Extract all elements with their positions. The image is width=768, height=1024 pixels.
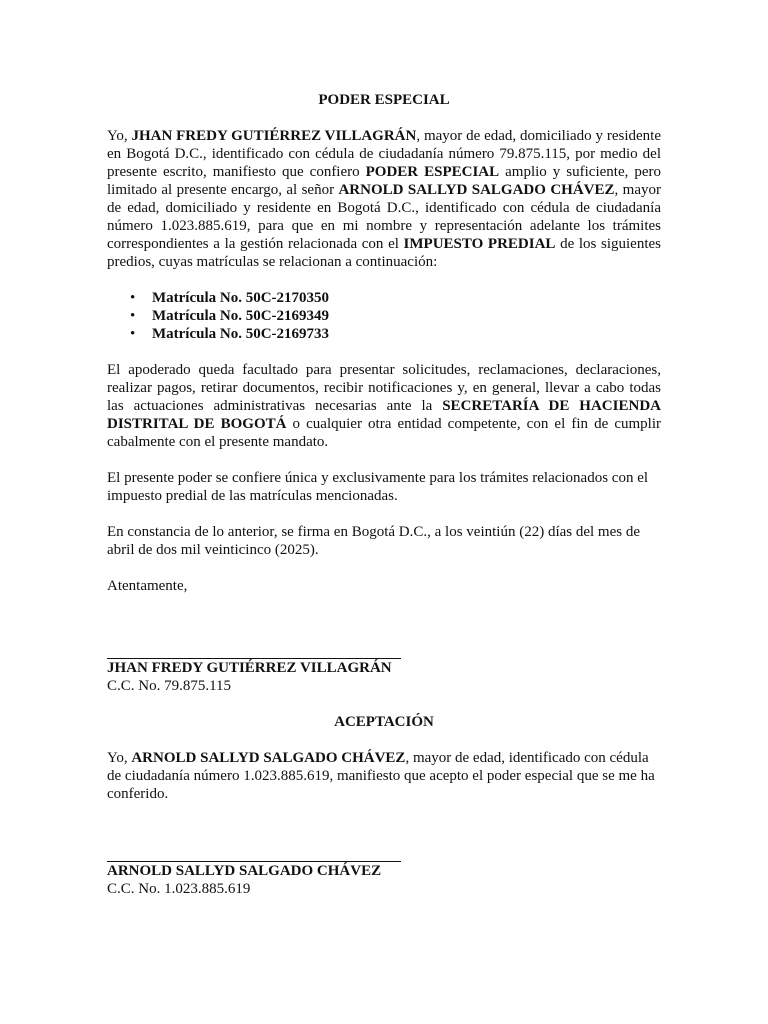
powers-text-2: o cualquier otra entidad competente, con el fin de cumplir cabalmente con el presente mandato.: [107, 416, 661, 450]
grant-text-1: Yo,: [107, 128, 132, 144]
bullet-icon: •: [130, 308, 136, 324]
matricula-list: [107, 289, 661, 343]
acceptor-name: ARNOLD SALLYD SALGADO CHÁVEZ: [131, 750, 406, 766]
matricula-text: Matrícula No. 50C-2169733: [152, 326, 330, 342]
powers-paragraph: [107, 361, 661, 451]
scope-paragraph: El presente poder se confiere única y exclusivamente para los trámites relacionados con el impuesto predial de las matrículas mencionadas.: [107, 470, 649, 504]
date-paragraph: En constancia de lo anterior, se firma en Bogotá D.C., a los veintiún (22) días del mes de abril de dos mil veinticinco (2025).: [107, 524, 641, 558]
attorney-signature-id: C.C. No. 1.023.885.619: [107, 881, 251, 897]
bullet-icon: •: [130, 326, 136, 342]
attorney-signature-block: [107, 861, 661, 898]
grantor-name: JHAN FREDY GUTIÉRREZ VILLAGRÁN: [131, 128, 417, 144]
attorney-name: ARNOLD SALLYD SALGADO CHÁVEZ: [338, 182, 615, 198]
power-type: PODER ESPECIAL: [365, 164, 500, 180]
matricula-text: Matrícula No. 50C-2169349: [152, 308, 330, 324]
powers-text-1: El apoderado queda facultado para presentar solicitudes, reclamaciones, declaraciones, realizar pagos, retirar documentos, recibir notificaciones y, en general, llevar a cabo todas las actuaciones administrativas necesarias ante la: [107, 362, 661, 414]
tax-name: IMPUESTO PREDIAL: [403, 236, 556, 252]
grant-paragraph: [107, 127, 661, 271]
list-item: [130, 289, 661, 307]
grantor-signature-block: [107, 658, 661, 695]
bullet-icon: •: [130, 290, 136, 306]
grant-text-5: de los siguientes predios, cuyas matrículas se relacionan a continuación:: [107, 236, 661, 270]
grantor-signature-id: C.C. No. 79.875.115: [107, 678, 232, 694]
attorney-signature-name: ARNOLD SALLYD SALGADO CHÁVEZ: [107, 863, 382, 879]
matricula-text: Matrícula No. 50C-2170350: [152, 290, 330, 306]
list-item: [130, 307, 661, 325]
entity-name: SECRETARÍA DE HACIENDA DISTRITAL DE BOGOTÁ: [107, 398, 661, 432]
acceptance-text-1: Yo,: [107, 750, 132, 766]
grant-text-3: amplio y suficiente, pero limitado al presente encargo, al señor: [107, 164, 662, 198]
closing-text: Atentamente,: [107, 578, 188, 594]
grant-text-4: , mayor de edad, domiciliado y residente en Bogotá D.C., identificado con cédula de ciudadanía número 1.023.885.619, para que en mi nombre y representación adelante los trámites correspondientes a la gestión relacionada con el: [107, 182, 661, 252]
acceptance-text-2: , mayor de edad, identificado con cédula de ciudadanía número 1.023.885.619, manifiesto que acepto el poder especial que se me ha conferido.: [107, 750, 655, 802]
list-item: [130, 325, 661, 343]
grant-text-2: , mayor de edad, domiciliado y residente en Bogotá D.C., identificado con cédula de ciudadanía número 79.875.115, por medio del presente escrito, manifiesto que confiero: [107, 128, 661, 180]
grantor-signature-name: JHAN FREDY GUTIÉRREZ VILLAGRÁN: [107, 660, 392, 676]
document-title: PODER ESPECIAL: [318, 92, 450, 108]
acceptance-title: ACEPTACIÓN: [334, 714, 434, 730]
acceptance-paragraph: [107, 749, 661, 803]
